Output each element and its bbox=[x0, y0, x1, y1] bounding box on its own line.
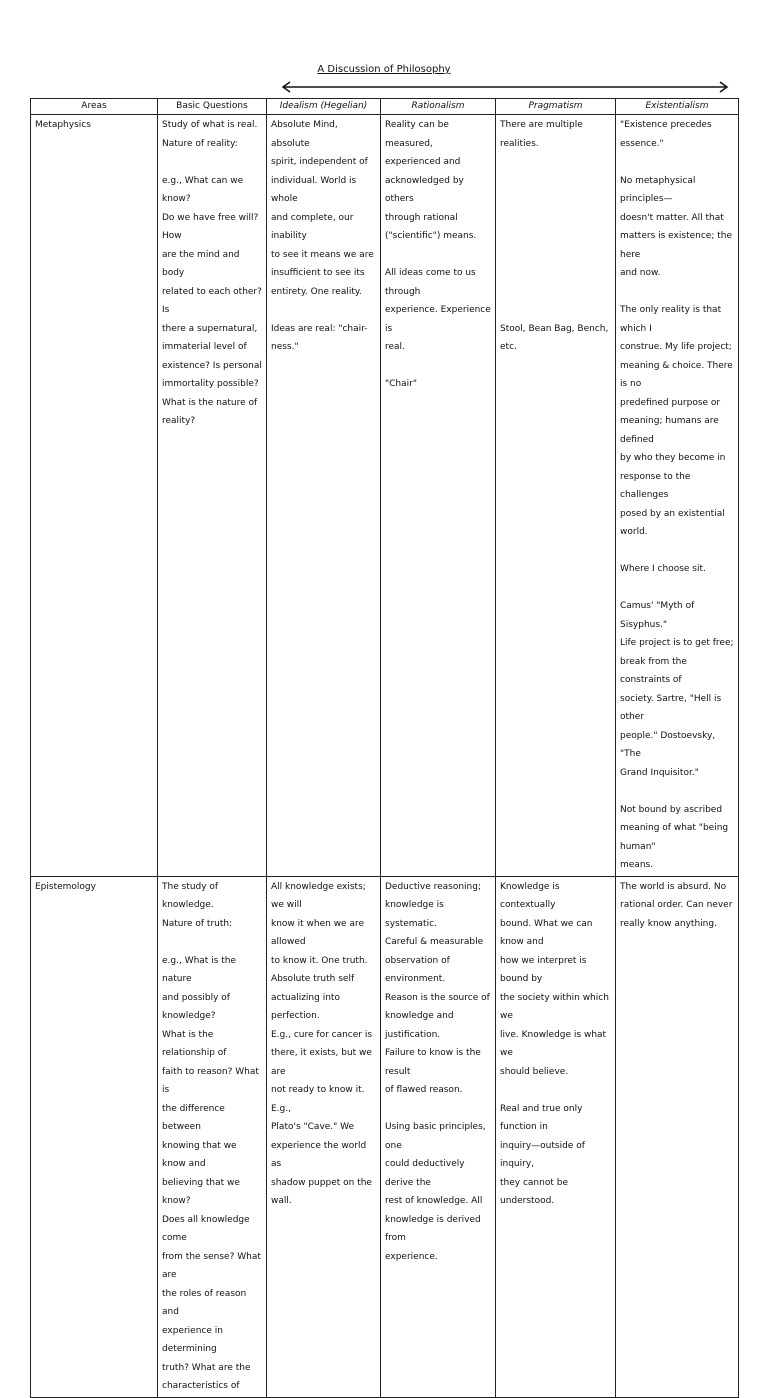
existentialism-cell: "Existence precedes essence." No metaphysical principles— doesn't matter. All that matters is existence; the here and now. The only reality is that which I construe. My life project; meaning & choice. There is no predefined purpose or meaning; humans are defined by who they become in response to the challenges posed by an existential world. Where I choose sit. Camus' "Myth of Sisyphus." Life project is to get free; break from the constraints of society. Sartre, "Hell is other people." Dostoevsky, "The Grand Inquisitor." Not bound by ascribed meaning of what "being human" means. bbox=[616, 115, 739, 877]
rationalism-cell: Reality can be measured, experienced and acknowledged by others through rational ("scientific") means. All ideas come to us through experience. Experience is real. "Chair" bbox=[381, 115, 496, 877]
table-row bbox=[31, 115, 739, 877]
header-pragmatism: Pragmatism bbox=[496, 99, 616, 115]
area-cell: Metaphysics bbox=[31, 115, 158, 877]
basic-questions-cell: Study of what is real. Nature of reality: e.g., What can we know? Do we have free will? How are the mind and body related to each other? Is there a supernatural, immaterial level of existence? Is personal immortality possible? What is the nature of reality? bbox=[158, 115, 267, 877]
header-areas: Areas bbox=[31, 99, 158, 115]
pragmatism-cell: There are multiple realities. Stool, Bean Bag, Bench, etc. bbox=[496, 115, 616, 877]
header-basic-questions: Basic Questions bbox=[158, 99, 267, 115]
header-rationalism: Rationalism bbox=[381, 99, 496, 115]
table-header-row bbox=[31, 99, 739, 115]
table-row bbox=[31, 876, 739, 1397]
basic-questions-cell: The study of knowledge. Nature of truth: e.g., What is the nature and possibly of knowledge? What is the relationship of faith to reason? What is the difference between knowing that we know and believing that we know? Does all knowledge come from the sense? What are the roles of reason and experience in determining truth? What are the characteristics of bbox=[158, 876, 267, 1397]
idealism-cell: All knowledge exists; we will know it when we are allowed to know it. One truth. Absolute truth self actualizing into perfection. E.g., cure for cancer is there, it exists, but we are not ready to know it. E.g., Plato's "Cave." We experience the world as shadow puppet on the wall. bbox=[267, 876, 381, 1397]
existentialism-cell: The world is absurd. No rational order. Can never really know anything. bbox=[616, 876, 739, 1397]
double-arrow-icon bbox=[280, 80, 730, 94]
pragmatism-cell: Knowledge is contextually bound. What we can know and how we interpret is bound by the society within which we live. Knowledge is what we should believe. Real and true only function in inquiry—outside of inquiry, they cannot be understood. bbox=[496, 876, 616, 1397]
idealism-cell: Absolute Mind, absolute spirit, independent of individual. World is whole and complete, our inability to see it means we are insufficient to see its entirety. One reality. Ideas are real: "chair- ness." bbox=[267, 115, 381, 877]
rationalism-cell: Deductive reasoning; knowledge is systematic. Careful & measurable observation of environment. Reason is the source of knowledge and justification. Failure to know is the result of flawed reason. Using basic principles, one could deductively derive the rest of knowledge. All knowledge is derived from experience. bbox=[381, 876, 496, 1397]
area-cell: Epistemology bbox=[31, 876, 158, 1397]
page-title: A Discussion of Philosophy bbox=[317, 64, 451, 75]
header-idealism: Idealism (Hegelian) bbox=[267, 99, 381, 115]
philosophy-table bbox=[30, 98, 739, 1398]
header-existentialism: Existentialism bbox=[616, 99, 739, 115]
